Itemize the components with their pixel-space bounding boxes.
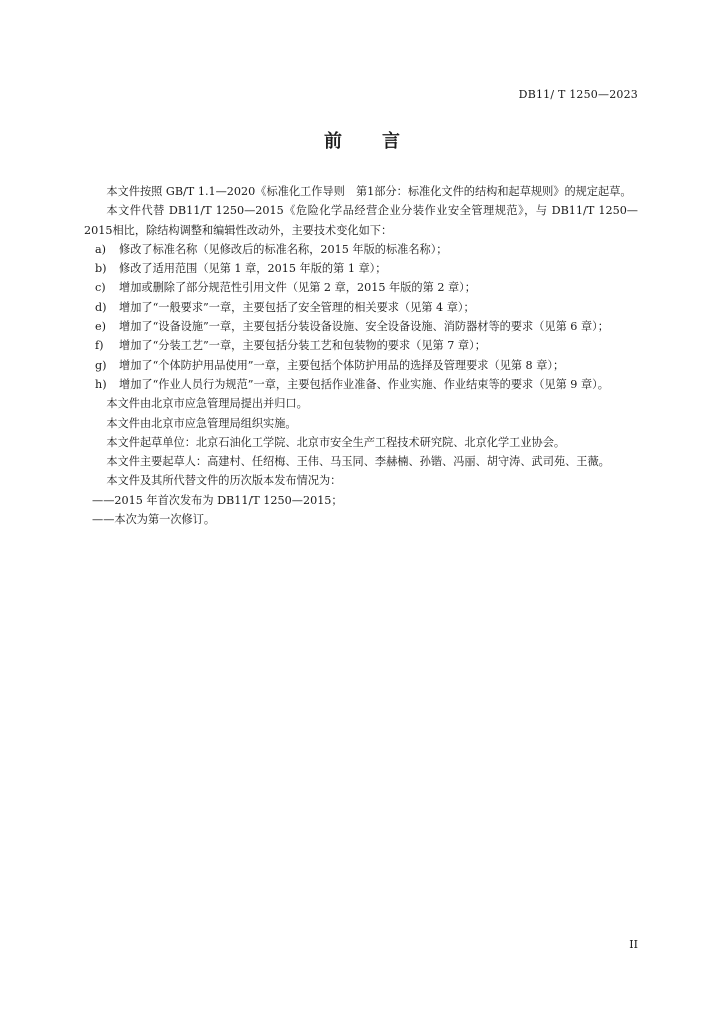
list-text: 修改了标准名称（见修改后的标准名称，2015 年版的标准名称）； <box>119 242 448 256</box>
list-item <box>84 278 638 297</box>
list-marker: d) <box>95 300 107 314</box>
list-text: 修改了适用范围（见第 1 章，2015 年版的第 1 章）； <box>119 262 387 276</box>
list-item <box>84 240 638 259</box>
list-marker: h) <box>95 377 107 391</box>
page-number: II <box>629 938 638 951</box>
list-item <box>84 298 638 317</box>
list-item <box>84 336 638 355</box>
list-text: 增加了“作业人员行为规范”一章，主要包括作业准备、作业实施、作业结束等的要求（见第 9 章）。 <box>119 377 609 391</box>
paragraph-drafters: 本文件主要起草人：高建村、任绍梅、王伟、马玉同、李赫楠、孙锴、冯丽、胡守涛、武司苑、王薇。 <box>106 455 610 469</box>
history-item: ——本次为第一次修订。 <box>92 513 216 527</box>
list-marker: e) <box>95 320 106 334</box>
list-item <box>84 259 638 278</box>
paragraph-drafting-units: 本文件起草单位：北京石油化工学院、北京市安全生产工程技术研究院、北京化学工业协会。 <box>106 435 566 449</box>
list-item <box>84 356 638 375</box>
list-text: 增加了“个体防护用品使用”一章，主要包括个体防护用品的选择及管理要求（见第 8 章）； <box>119 358 565 372</box>
history-list <box>84 491 638 530</box>
paragraph-drafting-basis: 本文件按照 GB/T 1.1—2020《标准化工作导则 第1部分：标准化文件的结构和起草规则》的规定起草。 <box>106 185 632 198</box>
list-item <box>84 375 638 394</box>
list-text: 增加了“设备设施”一章，主要包括分装设备设施、安全设备设施、消防器材等的要求（见第 6 章）； <box>119 320 609 334</box>
list-text: 增加或删除了部分规范性引用文件（见第 2 章，2015 年版的第 2 章）； <box>119 281 476 295</box>
page-title: 前言 <box>324 131 440 152</box>
list-text: 增加了“一般要求”一章，主要包括了安全管理的相关要求（见第 4 章）； <box>119 300 475 314</box>
list-marker: b) <box>95 262 107 276</box>
list-marker: c) <box>95 281 106 295</box>
paragraph-replacement: 本文件代替 DB11/T 1250—2015《危险化学品经营企业分装作业安全管理规范》，与 DB11/T 1250—2015相比，除结构调整和编辑性改动外，主要技术变化如下： <box>84 204 638 237</box>
list-item <box>84 317 638 336</box>
changes-list <box>84 240 638 394</box>
paragraph-proposed-by: 本文件由北京市应急管理局提出并归口。 <box>106 397 308 411</box>
paragraph-organized-by: 本文件由北京市应急管理局组织实施。 <box>106 416 297 430</box>
list-marker: g) <box>95 358 107 372</box>
list-text: 增加了“分装工艺”一章，主要包括分装工艺和包装物的要求（见第 7 章）； <box>119 339 486 353</box>
list-marker: a) <box>95 242 107 256</box>
list-marker: f) <box>95 339 104 353</box>
history-item: ——2015 年首次发布为 DB11/T 1250—2015； <box>92 493 343 507</box>
document-code: DB11/ T 1250—2023 <box>518 88 638 101</box>
foreword-body <box>84 182 638 529</box>
paragraph-history-intro: 本文件及其所代替文件的历次版本发布情况为： <box>106 474 342 488</box>
